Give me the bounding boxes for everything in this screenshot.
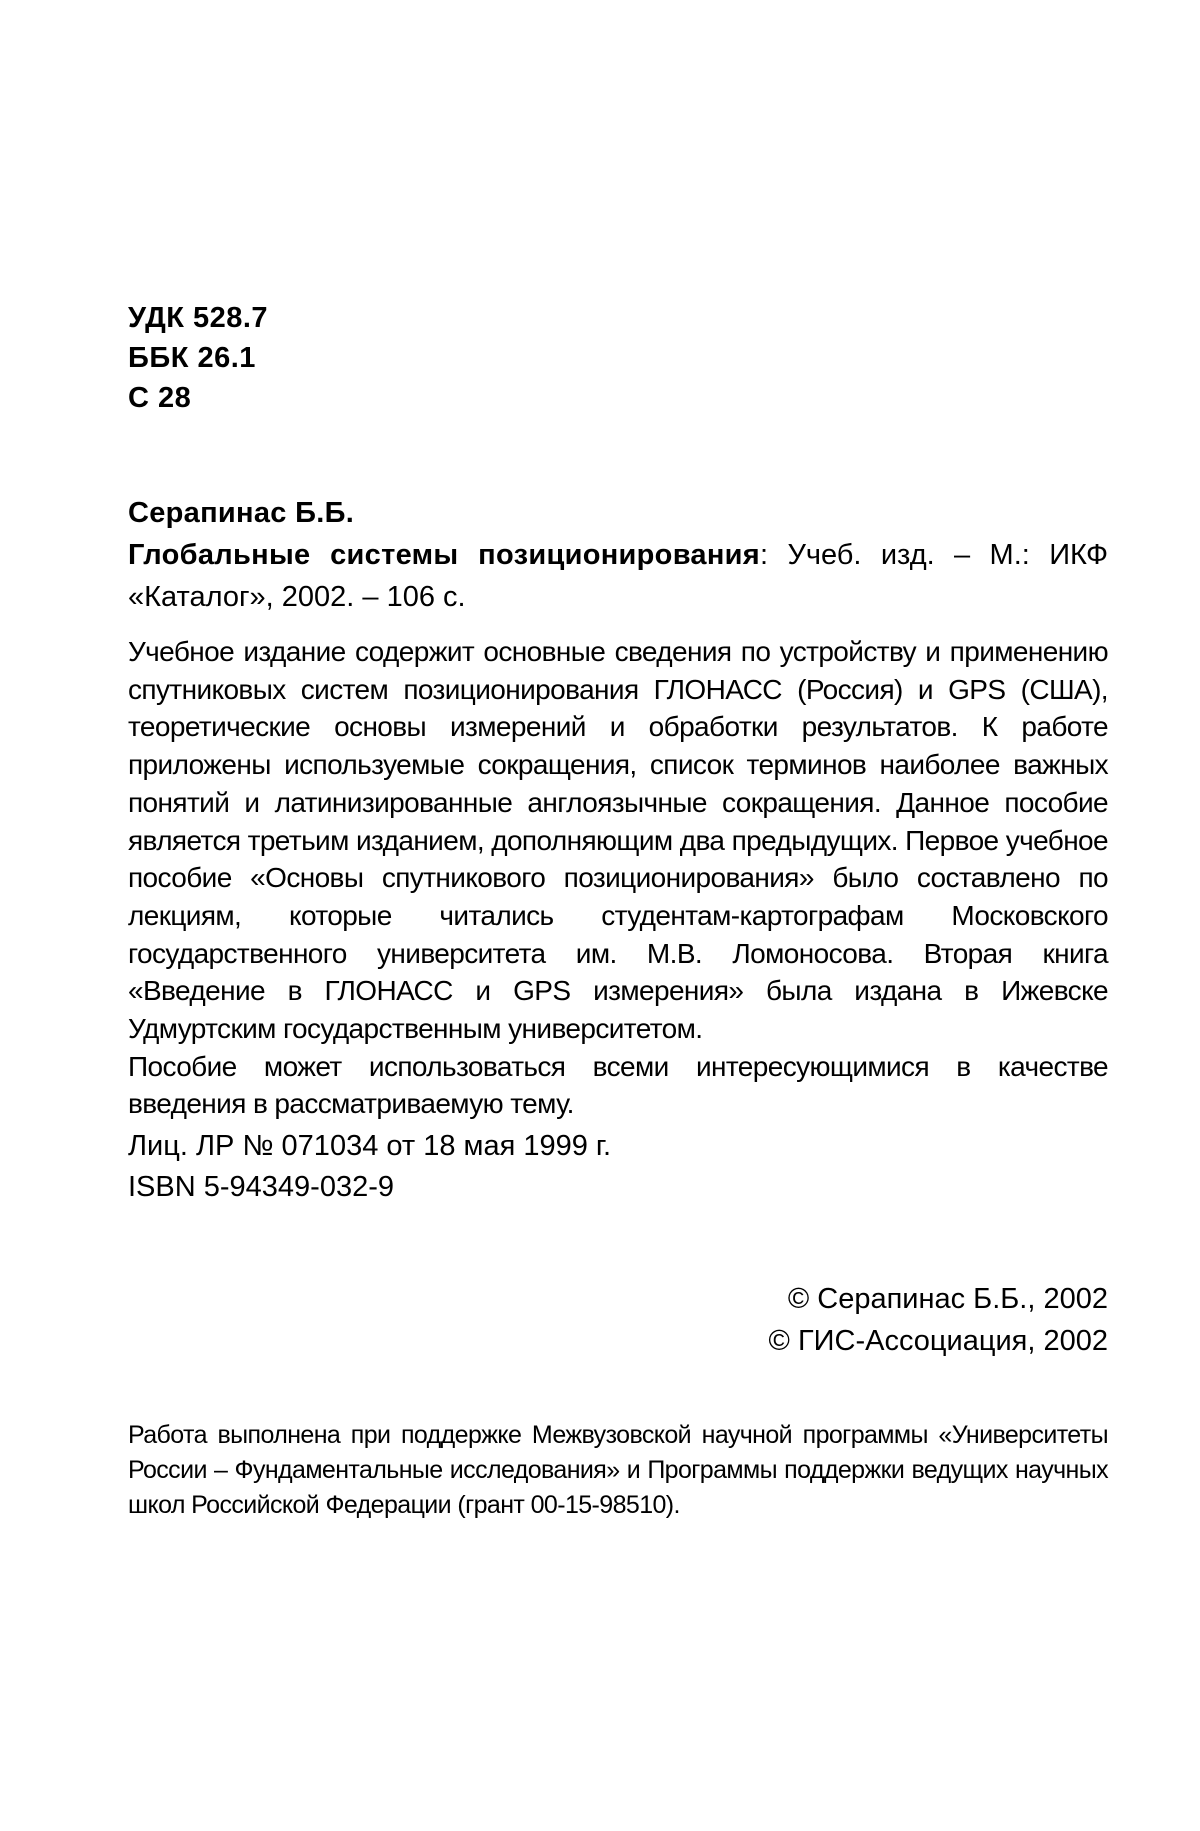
author-mark: С 28 [128, 382, 192, 414]
bibliographic-record [128, 492, 1108, 618]
funding-note [128, 1418, 1108, 1523]
book-title: Глобальные системы позиционирования [128, 539, 761, 571]
license-info [128, 1126, 1108, 1208]
abstract-paragraph: Учебное издание содержит основные сведения по устройству и применению спутниковых систем позиционирования ГЛОНАСС (Россия) и GPS (США), теоретические основы измерений и обработки результатов. К работе приложены используемые сокращения, список терминов наиболее важных понятий и латинизированные англоязычные сокращения. Данное пособие является третьим изданием, дополняющим два предыдущих. Первое учебное пособие «Основы спутникового позиционирования» было составлено по лекциям, которые читались студентам-картографам Московского государственного университета им. М.В. Ломоносова. Вторая книга «Введение в ГЛОНАСС и GPS измерения» была издана в Ижевске Удмуртским государственным университетом. [128, 636, 1108, 1045]
copyright-author: © Серапинас Б.Б., 2002 [787, 1283, 1108, 1315]
udk-code: УДК 528.7 [128, 302, 269, 334]
abstract [128, 633, 1108, 1123]
bbk-code: ББК 26.1 [128, 342, 256, 374]
copyright-notices [700, 1278, 1108, 1362]
publication-details: : Учеб. изд. – М.: ИКФ «Каталог», 2002. – 106 с. [128, 539, 1109, 613]
abstract-paragraph: Пособие может использоваться всеми интересующимися в качестве введения в рассматриваемую тему. [128, 1050, 1108, 1120]
author-name: Серапинас Б.Б. [128, 497, 355, 529]
license-number: Лиц. ЛР № 071034 от 18 мая 1999 г. [128, 1130, 612, 1162]
funding-text: Работа выполнена при поддержке Межвузовской научной программы «Университеты России – Фундаментальные исследования» и Программы поддержки ведущих научных школ Российской Федерации (грант 00-15-98510). [128, 1421, 1108, 1519]
isbn: ISBN 5-94349-032-9 [128, 1171, 394, 1203]
copyright-association: © ГИС-Ассоциация, 2002 [768, 1325, 1108, 1357]
classification-codes [128, 298, 1108, 418]
